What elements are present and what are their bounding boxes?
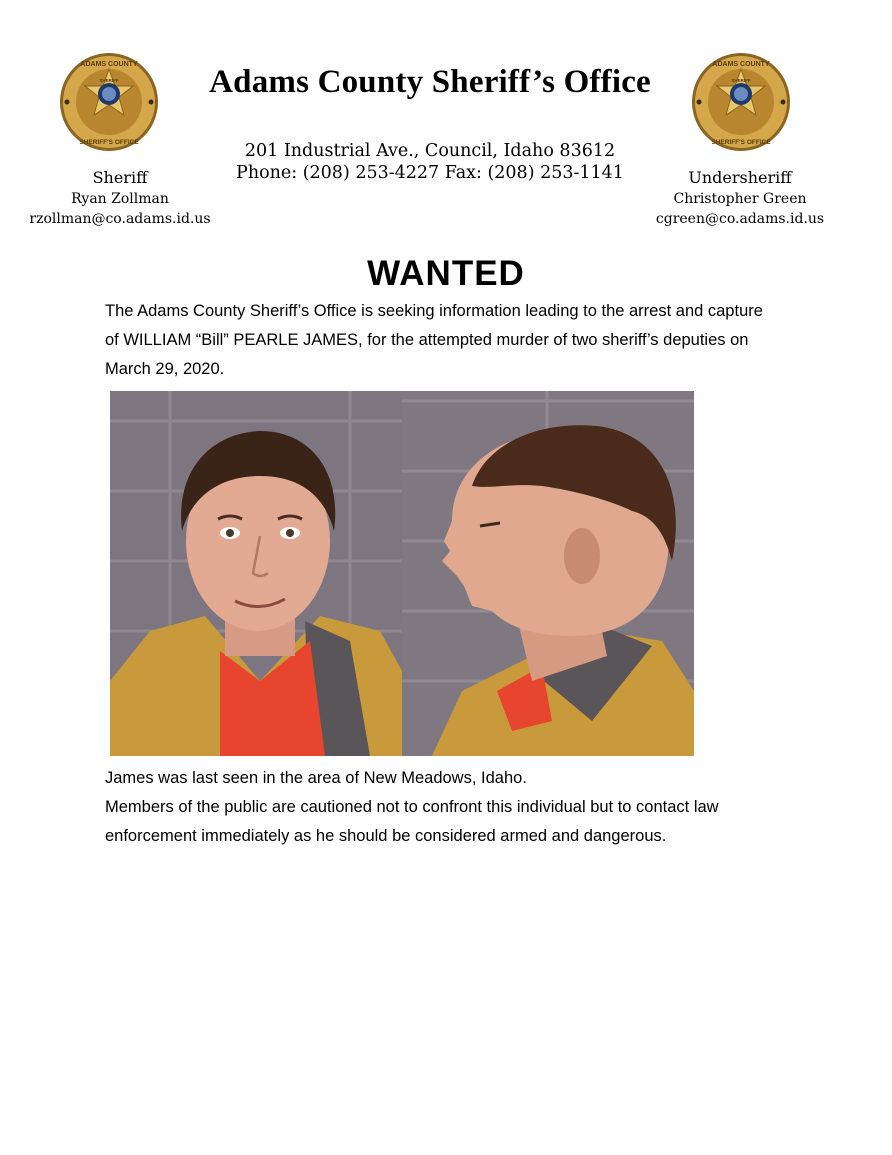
wanted-heading: WANTED — [367, 254, 525, 293]
office-phone-fax: Phone: (208) 253-4227 Fax: (208) 253-1141 — [236, 163, 624, 183]
undersheriff-contact-block — [640, 167, 840, 229]
undersheriff-name: Christopher Green — [673, 191, 807, 207]
sheriff-contact-block — [20, 167, 220, 229]
sheriff-role: Sheriff — [92, 168, 148, 187]
badge-center-text: SHERIFF — [99, 78, 119, 83]
sheriff-name: Ryan Zollman — [71, 191, 169, 207]
undersheriff-email[interactable]: cgreen@co.adams.id.us — [655, 211, 825, 227]
intro-line-1: The Adams County Sheriff’s Office is seeking information leading to the arrest and capture — [105, 302, 763, 320]
badge-bottom-text: SHERIFF'S OFFICE — [711, 139, 771, 146]
sheriff-badge-logo-left — [59, 52, 159, 152]
badge-top-text: ADAMS COUNTY — [80, 61, 138, 68]
intro-line-2: of WILLIAM “Bill” PEARLE JAMES, for the attempted murder of two sheriff’s deputies on — [105, 331, 749, 349]
sheriff-badge-logo-right — [691, 52, 791, 152]
caution-paragraph — [105, 793, 825, 851]
mugshot-photos — [110, 391, 694, 756]
intro-line-3: March 29, 2020. — [105, 360, 225, 378]
caution-line-2: enforcement immediately as he should be considered armed and dangerous. — [105, 827, 667, 845]
mugshot-front-photo — [110, 391, 402, 756]
mugshot-profile-photo — [402, 391, 694, 756]
sheriff-email[interactable]: rzollman@co.adams.id.us — [29, 211, 211, 227]
intro-paragraph — [105, 297, 825, 384]
undersheriff-role: Undersheriff — [688, 168, 792, 187]
badge-center-text: SHERIFF — [731, 78, 751, 83]
badge-top-text: ADAMS COUNTY — [712, 61, 770, 68]
last-seen-text: James was last seen in the area of New Meadows, Idaho. — [105, 769, 527, 787]
office-address: 201 Industrial Ave., Council, Idaho 83612 — [244, 141, 616, 161]
office-title: Adams County Sheriff’s Office — [209, 64, 651, 100]
badge-bottom-text: SHERIFF'S OFFICE — [79, 139, 139, 146]
caution-line-1: Members of the public are cautioned not to confront this individual but to contact law — [105, 798, 719, 816]
